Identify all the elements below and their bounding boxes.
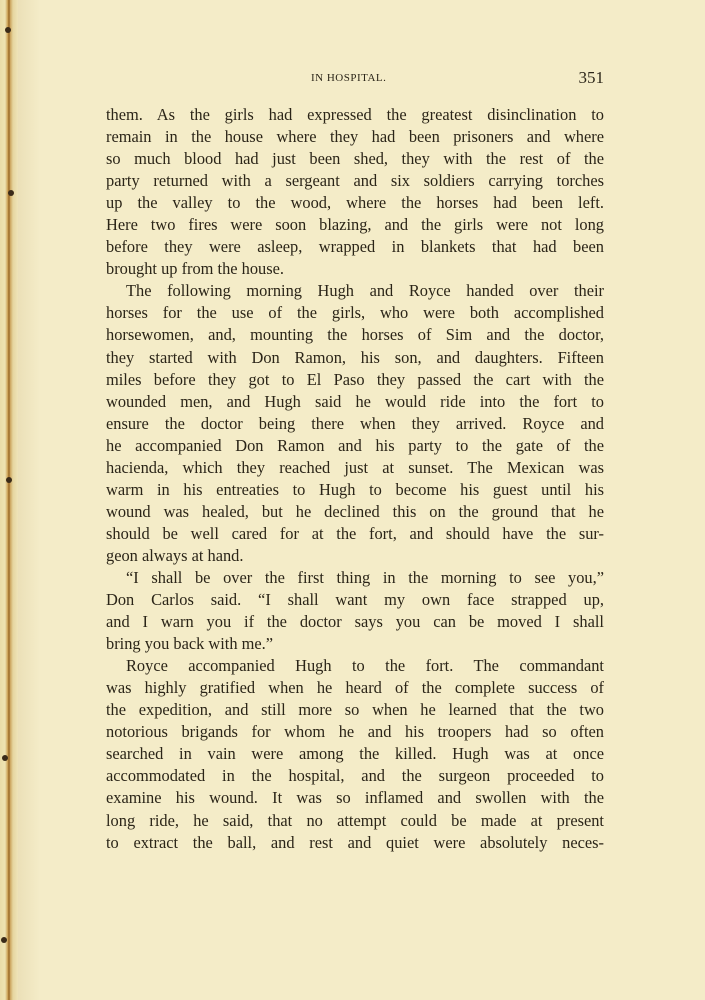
book-binding-edge	[0, 0, 18, 1000]
text-line	[106, 413, 604, 435]
text-line-content: “I shall be over the first thing in the morning to see you,”	[126, 567, 604, 587]
text-line	[106, 589, 604, 611]
text-line-content: searched in vain were among the killed. Hugh was at once	[106, 744, 604, 764]
text-line-content: horsewomen, and, mounting the horses of Sim and the doctor,	[106, 325, 604, 345]
text-line-content: wounded men, and Hugh said he would ride into the fort to	[106, 391, 604, 411]
text-line-content: to extract the ball, and rest and quiet were absolutely neces-	[106, 832, 604, 852]
text-line	[106, 126, 604, 148]
text-line-content: accommodated in the hospital, and the surgeon proceeded to	[106, 766, 604, 786]
text-line	[106, 611, 604, 633]
text-line-content: party returned with a sergeant and six soldiers carrying torches	[106, 171, 604, 191]
text-line-content: was highly gratified when he heard of the complete success of	[106, 678, 604, 698]
text-line-content: bring you back with me.”	[106, 634, 274, 654]
text-line	[106, 148, 604, 170]
text-line	[106, 457, 604, 479]
text-line-content: examine his wound. It was so inflamed and swollen with the	[106, 788, 604, 808]
text-line	[106, 104, 604, 126]
binding-stitch-mark	[1, 937, 7, 943]
text-line-content: Royce accompanied Hugh to the fort. The commandant	[126, 656, 604, 676]
text-line	[106, 435, 604, 457]
text-line	[106, 743, 604, 765]
text-line	[106, 523, 604, 545]
text-line	[106, 347, 604, 369]
text-line-content: Here two fires were soon blazing, and the girls were not long	[106, 215, 604, 235]
text-line	[106, 391, 604, 413]
text-line	[106, 655, 604, 677]
page-number: 351	[578, 68, 604, 87]
text-line-content: remain in the house where they had been prisoners and where	[106, 127, 604, 147]
text-line-content: The following morning Hugh and Royce handed over their	[126, 281, 604, 301]
text-line	[106, 324, 604, 346]
text-line	[106, 832, 604, 854]
text-line-content: he accompanied Don Ramon and his party to the gate of the	[106, 435, 604, 455]
text-line	[106, 545, 604, 567]
text-line	[106, 501, 604, 523]
text-line	[106, 302, 604, 324]
text-line	[106, 214, 604, 236]
binding-stitch-mark	[5, 27, 11, 33]
text-line	[106, 280, 604, 302]
text-line-content: brought up from the house.	[106, 259, 284, 279]
text-line-content: notorious brigands for whom he and his troopers had so often	[106, 722, 604, 742]
text-line-content: miles before they got to El Paso they passed the cart with the	[106, 369, 604, 389]
text-line	[106, 567, 604, 589]
text-line	[106, 369, 604, 391]
text-line	[106, 258, 604, 280]
binding-stitch-mark	[8, 190, 14, 196]
text-line	[106, 170, 604, 192]
text-line-content: Don Carlos said. “I shall want my own face strapped up,	[106, 590, 604, 610]
binding-stitch-mark	[2, 755, 8, 761]
text-line-content: long ride, he said, that no attempt could be made at present	[106, 810, 604, 830]
text-line	[106, 787, 604, 809]
text-line-content: should be well cared for at the fort, and should have the sur-	[106, 523, 604, 543]
chapter-running-title: IN HOSPITAL.	[311, 72, 387, 84]
binding-stitch-mark	[6, 477, 12, 483]
text-line	[106, 192, 604, 214]
text-line-content: up the valley to the wood, where the horses had been left.	[106, 193, 604, 213]
text-line-content: ensure the doctor being there when they arrived. Royce and	[106, 413, 604, 433]
text-line-content: the expedition, and still more so when he learned that the two	[106, 700, 604, 720]
text-line	[106, 677, 604, 699]
text-line-content: horses for the use of the girls, who were both accomplished	[106, 303, 604, 323]
text-line	[106, 810, 604, 832]
text-line	[106, 765, 604, 787]
text-line	[106, 699, 604, 721]
text-line	[106, 721, 604, 743]
text-line	[106, 236, 604, 258]
text-line-content: them. As the girls had expressed the greatest disinclination to	[106, 105, 604, 124]
text-line-content: warm in his entreaties to Hugh to become his guest until his	[106, 479, 604, 499]
text-line-content: they started with Don Ramon, his son, and daughters. Fifteen	[106, 347, 604, 367]
text-line-content: and I warn you if the doctor says you can be moved I shall	[106, 612, 604, 632]
text-line-content: geon always at hand.	[106, 545, 244, 565]
text-line-content: hacienda, which they reached just at sunset. The Mexican was	[106, 457, 604, 477]
text-line	[106, 479, 604, 501]
body-text	[106, 104, 604, 854]
running-head	[104, 68, 604, 88]
text-line-content: wound was healed, but he declined this on the ground that he	[106, 501, 604, 521]
text-line-content: before they were asleep, wrapped in blankets that had been	[106, 237, 604, 257]
text-line-content: so much blood had just been shed, they with the rest of the	[106, 149, 604, 169]
text-line	[106, 633, 604, 655]
